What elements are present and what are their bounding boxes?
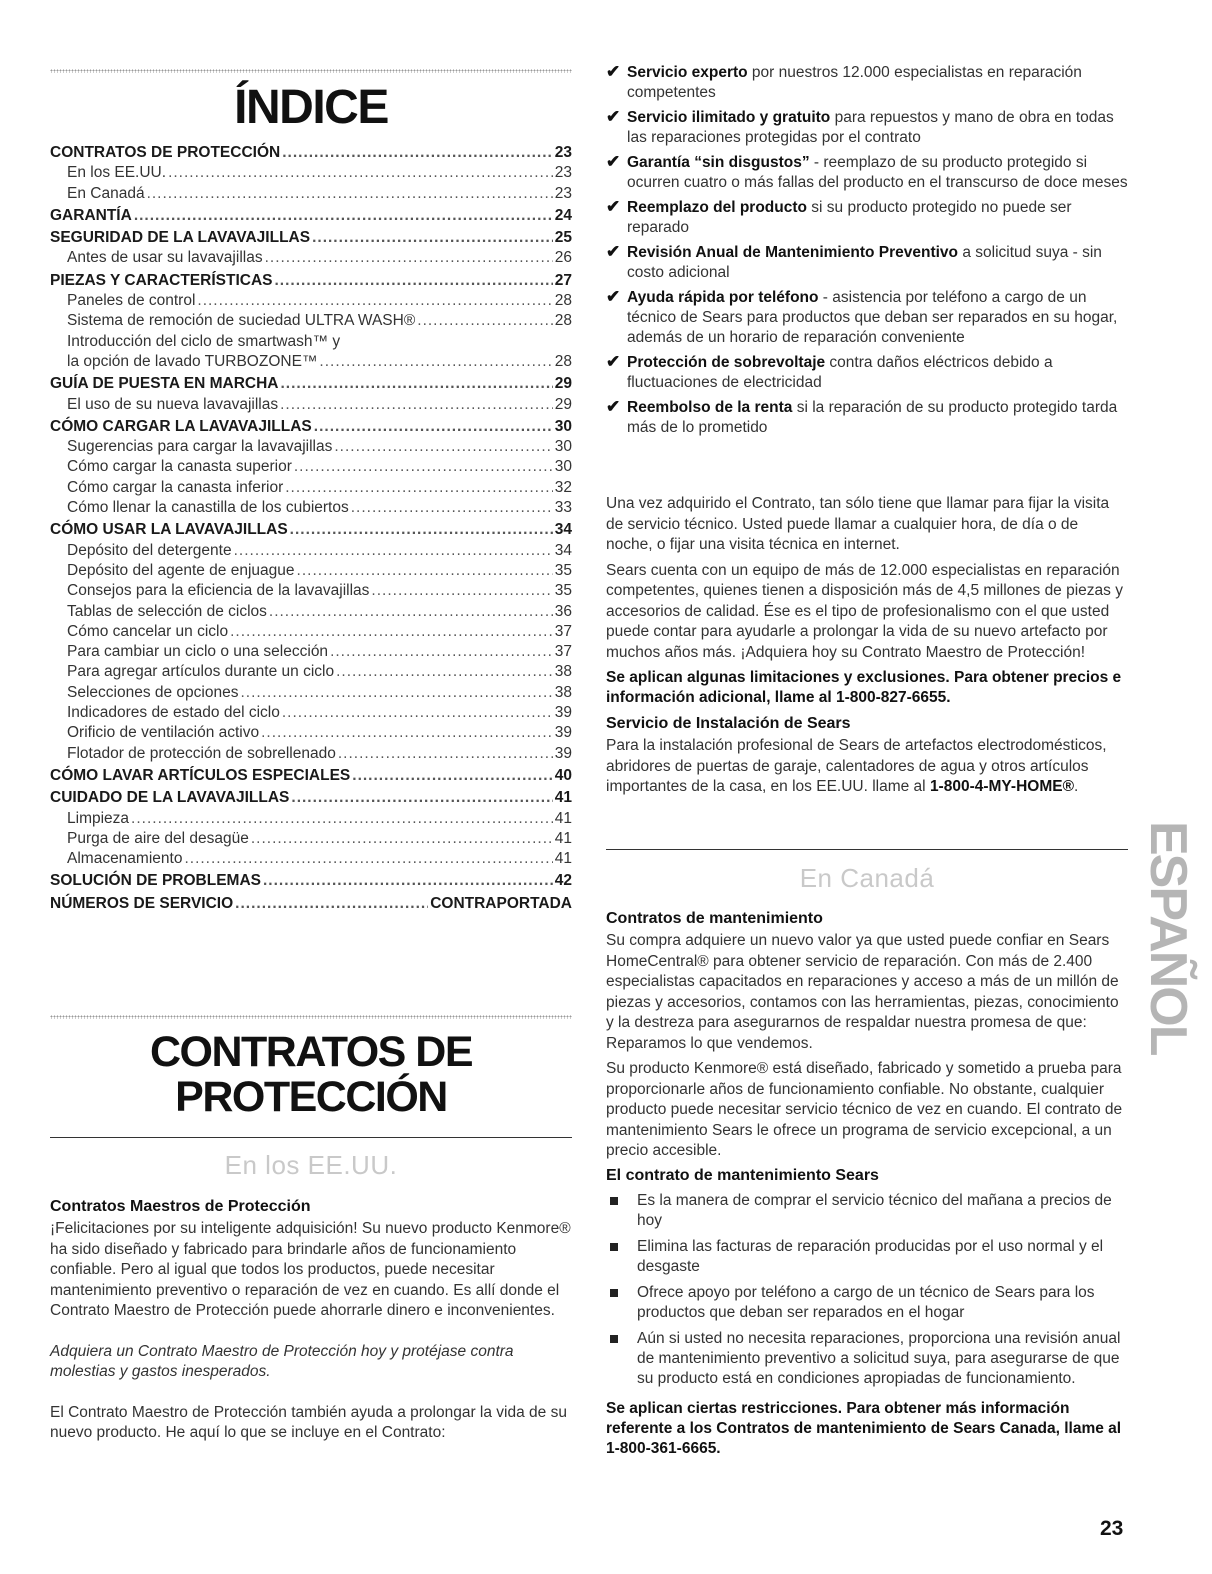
- toc-entry: [50, 164, 572, 184]
- toc-entry-label: En Canadá: [67, 184, 145, 202]
- toc-leader-dots: [269, 603, 553, 621]
- benefit-text: por nuestros 12.000 especialistas en reparación competentes: [627, 64, 1082, 101]
- toc-entry-page: 39: [554, 724, 572, 742]
- contracts-title: [50, 1030, 572, 1120]
- toc-leader-dots: [235, 895, 428, 913]
- toc-leader-dots: [338, 745, 553, 763]
- checkmark-icon: ✔: [606, 197, 621, 216]
- contract-bullet: [606, 1191, 1128, 1231]
- toc-leader-dots: [147, 185, 553, 203]
- toc-entry-label: Cómo cargar la canasta superior: [67, 458, 292, 476]
- toc-entry-label: Para cambiar un ciclo o una selección: [67, 643, 329, 661]
- sears-contract-bullets: [606, 1191, 1128, 1389]
- toc-leader-dots: [291, 789, 552, 807]
- toc-entry-page: 36: [554, 602, 572, 620]
- contract-bullet-text: Ofrece apoyo por teléfono a cargo de un técnico de Sears para los productos que deban ser reparados en el hogar: [637, 1283, 1095, 1321]
- toc-entry-label: Indicadores de estado del ciclo: [67, 704, 280, 722]
- toc-entry: [50, 684, 572, 704]
- toc-entry: [50, 499, 572, 519]
- toc-entry-label: Introducción del ciclo de smartwash™ y: [67, 332, 341, 350]
- benefit-item: [606, 288, 1128, 348]
- toc-leader-dots: [371, 582, 552, 600]
- benefits-list: [606, 63, 1128, 443]
- toc-entry: [50, 724, 572, 744]
- contract-bullet: [606, 1283, 1128, 1323]
- toc-entry-page: 41: [554, 789, 572, 807]
- toc-leader-dots: [131, 810, 553, 828]
- toc-entry: [50, 272, 572, 292]
- toc-entry-page: 30: [554, 458, 572, 476]
- checkmark-icon: ✔: [606, 242, 621, 261]
- section-rule: [50, 1137, 572, 1138]
- toc-entry-page: 35: [554, 582, 572, 600]
- toc-entry-label: Cómo llenar la canastilla de los cubiertos: [67, 499, 349, 517]
- contract-bullet: [606, 1237, 1128, 1277]
- us-section-heading: En los EE.UU.: [224, 1150, 398, 1180]
- toc-leader-dots: [351, 499, 553, 517]
- contract-bullet-text: Elimina las facturas de reparación producidas por el uso normal y el desgaste: [637, 1237, 1104, 1275]
- toc-entry: [50, 663, 572, 683]
- toc-entry-page: 40: [554, 766, 572, 784]
- installation-paragraph: [606, 736, 1128, 798]
- toc-entry-page: 30: [554, 438, 572, 456]
- square-bullet-icon: [610, 1243, 618, 1251]
- toc-leader-dots: [168, 164, 553, 182]
- toc-entry-page: 41: [554, 850, 572, 868]
- toc-entry-label: En los EE.UU.: [67, 164, 167, 182]
- contract-bullet: [606, 1329, 1128, 1389]
- toc-leader-dots: [319, 353, 552, 371]
- toc-entry-label: la opción de lavado TURBOZONE™: [67, 352, 318, 370]
- checkmark-icon: ✔: [606, 62, 621, 81]
- toc-entry-page: 25: [554, 229, 572, 247]
- benefit-text: si su producto protegido no puede ser reparado: [627, 199, 1072, 236]
- canada-section-heading: En Canadá: [799, 863, 935, 893]
- toc-entry: [50, 249, 572, 269]
- toc-entry-page: 34: [554, 541, 572, 559]
- toc-entry-label: CONTRATOS DE PROTECCIÓN: [50, 144, 281, 161]
- toc-entry-page: 39: [554, 744, 572, 762]
- toc-entry-page: 38: [554, 663, 572, 681]
- toc-entry-page: 29: [554, 375, 572, 393]
- toc-leader-dots: [312, 229, 553, 247]
- benefit-title: Servicio ilimitado y gratuito: [627, 109, 831, 126]
- toc-entry: [50, 144, 572, 164]
- benefit-text: - asistencia por teléfono a cargo de un técnico de Sears para productos que deban ser reparados en su hogar, además de un horario de reparación conveniente: [627, 289, 1118, 346]
- toc-entry: [50, 830, 572, 850]
- toc-entry-page: 23: [554, 184, 572, 202]
- toc-entry-label: Cómo cargar la canasta inferior: [67, 478, 284, 496]
- dotted-divider: [50, 69, 572, 73]
- toc-leader-dots: [263, 872, 553, 890]
- toc-entry: [50, 479, 572, 499]
- contract-bullet-text: Es la manera de comprar el servicio técnico del mañana a precios de hoy: [637, 1191, 1112, 1229]
- toc-entry-label: Depósito del agente de enjuague: [67, 561, 295, 579]
- page-number: 23: [1100, 1517, 1124, 1540]
- toc-entry: [50, 643, 572, 663]
- toc-entry-label: Limpieza: [67, 809, 130, 827]
- master-contracts-section: [50, 1198, 572, 1444]
- checkmark-icon: ✔: [606, 352, 621, 371]
- toc-entry-page: 37: [554, 643, 572, 661]
- toc-entry-label: Almacenamiento: [67, 850, 183, 868]
- toc-entry: [50, 704, 572, 724]
- toc-entry-label: GUÍA DE PUESTA EN MARCHA: [50, 375, 279, 393]
- toc-entry: [50, 521, 572, 541]
- toc-entry-page: 41: [554, 809, 572, 827]
- toc-leader-dots: [230, 623, 553, 641]
- toc-entry-page: 23: [554, 164, 572, 182]
- checkmark-icon: ✔: [606, 287, 621, 306]
- toc-entry-label: CÓMO LAVAR ARTÍCULOS ESPECIALES: [50, 766, 351, 784]
- dotted-divider: [50, 1015, 572, 1019]
- toc-leader-dots: [334, 438, 552, 456]
- toc-entry-label: Cómo cancelar un ciclo: [67, 622, 229, 640]
- master-contracts-paragraph: ¡Felicitaciones por su inteligente adquisición! Su nuevo producto Kenmore® ha sido diseñado y fabricado para brindarle años de funcionamiento confiable. Pero al igual que todos los productos, puede necesitar mantenimiento preventivo o reparación de vez en cuando. Es allí donde el Contrato Maestro de Protección puede ahorrarle dinero e inconvenientes.: [50, 1220, 571, 1319]
- maintenance-paragraph: Su compra adquiere un nuevo valor ya que usted puede confiar en Sears HomeCentral® para obtener servicio de reparación. Con más de 2.400 especialistas capacitados en reparaciones y acceso a más de un millón de piezas y accesorios, contamos con las herramientas, piezas, conocimiento y la destreza para asegurarnos de respaldar nuestra promesa de que: Reparamos lo que vendemos.: [606, 932, 1119, 1052]
- toc-entry-label: Sugerencias para cargar la lavavajillas: [67, 438, 333, 456]
- toc-entry: [50, 375, 572, 395]
- toc-entry-label: NÚMEROS DE SERVICIO: [50, 894, 234, 912]
- toc-entry: [50, 623, 572, 643]
- benefit-text: contra daños eléctricos debido a fluctuaciones de electricidad: [627, 354, 1053, 391]
- index-title: ÍNDICE: [234, 81, 388, 134]
- toc-entry-label: Selecciones de opciones: [67, 683, 239, 701]
- toc-leader-dots: [134, 207, 553, 225]
- installation-phone: 1-800-4-MY-HOME®: [929, 778, 1075, 795]
- toc-entry-label: Flotador de protección de sobrellenado: [67, 744, 336, 762]
- toc-entry-page: 38: [554, 683, 572, 701]
- checkmark-icon: ✔: [606, 397, 621, 416]
- toc-leader-dots: [251, 830, 553, 848]
- toc-entry: [50, 185, 572, 205]
- sears-contract-heading: El contrato de mantenimiento Sears: [606, 1166, 879, 1184]
- toc-entry-label: Antes de usar su lavavajillas: [67, 249, 263, 267]
- toc-leader-dots: [297, 562, 553, 580]
- square-bullet-icon: [610, 1335, 618, 1343]
- contracts-title-line1: CONTRATOS DE: [149, 1028, 473, 1076]
- toc-leader-dots: [261, 724, 553, 742]
- toc-leader-dots: [234, 542, 553, 560]
- benefit-item: [606, 398, 1128, 438]
- toc-entry-page: 33: [554, 499, 572, 517]
- toc-leader-dots: [197, 292, 552, 310]
- toc-entry: [50, 895, 572, 915]
- toc-entry-label: Paneles de control: [67, 292, 196, 310]
- toc-leader-dots: [352, 767, 552, 785]
- toc-entry: [50, 562, 572, 582]
- benefit-item: [606, 63, 1128, 103]
- toc-entry-label: Para agregar artículos durante un ciclo: [67, 663, 335, 681]
- toc-entry-page: 39: [554, 704, 572, 722]
- toc-entry: [50, 207, 572, 227]
- toc-entry: [50, 229, 572, 249]
- canada-section: [606, 910, 1128, 1459]
- benefit-item: [606, 243, 1128, 283]
- section-rule: [606, 849, 1128, 850]
- toc-entry: [50, 745, 572, 765]
- benefit-title: Servicio experto: [627, 64, 748, 81]
- benefit-text: para repuestos y mano de obra en todas las reparaciones protegidas por el contrato: [627, 109, 1114, 146]
- toc-leader-dots: [417, 312, 552, 330]
- toc-entry: [50, 850, 572, 870]
- benefit-title: Garantía “sin disgustos”: [627, 154, 810, 171]
- toc-entry-page: 28: [554, 312, 572, 330]
- toc-entry-page: 41: [554, 829, 572, 847]
- toc-leader-dots: [275, 272, 553, 290]
- toc-entry-label: Consejos para la eficiencia de la lavavajillas: [67, 582, 370, 600]
- toc-entry: [50, 789, 572, 809]
- limitations-notice: Se aplican algunas limitaciones y exclusiones. Para obtener precios e información adicional, llame al 1-800-827-6655.: [606, 669, 1122, 706]
- toc-entry: [50, 810, 572, 830]
- toc-leader-dots: [280, 396, 553, 414]
- toc-entry-label: PIEZAS Y CARACTERÍSTICAS: [50, 271, 273, 289]
- installation-text: Para la instalación profesional de Sears de artefactos electrodomésticos, abridores de puertas de garaje, calentadores de agua y otros artículos importantes de la casa, en los EE.UU. llame al: [606, 737, 1107, 795]
- toc-entry: [50, 582, 572, 602]
- benefit-title: Reembolso de la renta: [627, 399, 793, 416]
- service-info: [606, 494, 1128, 798]
- toc-entry: [50, 603, 572, 623]
- toc-entry-label: SOLUCIÓN DE PROBLEMAS: [50, 872, 261, 890]
- toc-entry-label: SEGURIDAD DE LA LAVAVAJILLAS: [50, 229, 311, 247]
- toc-entry: [50, 396, 572, 416]
- square-bullet-icon: [610, 1197, 618, 1205]
- toc-entry: [50, 353, 572, 373]
- toc-leader-dots: [290, 521, 553, 539]
- toc-entry-label: CUIDADO DE LA LAVAVAJILLAS: [50, 789, 290, 807]
- maintenance-heading: Contratos de mantenimiento: [606, 910, 823, 927]
- table-of-contents: [50, 142, 572, 915]
- toc-leader-dots: [285, 479, 553, 497]
- toc-entry-label: GARANTÍA: [50, 206, 132, 224]
- toc-entry-label: CÓMO CARGAR LA LAVAVAJILLAS: [50, 417, 312, 435]
- master-contracts-heading: Contratos Maestros de Protección: [50, 1198, 311, 1215]
- toc-leader-dots: [282, 704, 553, 722]
- toc-leader-dots: [294, 458, 553, 476]
- toc-leader-dots: [282, 144, 553, 162]
- contract-call-paragraph: Una vez adquirido el Contrato, tan sólo tiene que llamar para fijar la visita de servicio técnico. Usted puede llamar a cualquier hora, de día o de noche, o fijar una visita técnica en internet.: [606, 495, 1110, 553]
- toc-entry-page: 23: [554, 144, 572, 161]
- toc-entry-page: 24: [554, 206, 572, 224]
- toc-entry-page: 34: [554, 521, 572, 539]
- toc-entry-page: 27: [554, 271, 572, 289]
- toc-entry-page: CONTRAPORTADA: [430, 894, 572, 912]
- benefit-text: a solicitud suya - sin costo adicional: [627, 244, 1102, 281]
- toc-entry: [50, 458, 572, 478]
- toc-leader-dots: [240, 684, 552, 702]
- toc-entry: [50, 767, 572, 787]
- toc-leader-dots: [184, 850, 552, 868]
- kenmore-paragraph: Su producto Kenmore® está diseñado, fabricado y sometido a prueba para proporcionarle años de funcionamiento confiable. No obstante, cualquier producto puede necesitar servicio técnico de vez en cuando. El contrato de mantenimiento Sears le ofrece un programa de servicio excepcional, a un precio accesible.: [606, 1060, 1123, 1159]
- benefit-item: [606, 198, 1128, 238]
- toc-entry-page: 28: [554, 352, 572, 370]
- master-contracts-paragraph-2: El Contrato Maestro de Protección también ayuda a prolongar la vida de su nuevo producto. He aquí lo que se incluye en el Contrato:: [50, 1403, 567, 1441]
- toc-entry: [50, 542, 572, 562]
- benefit-title: Ayuda rápida por teléfono: [627, 289, 819, 306]
- toc-leader-dots: [265, 249, 553, 267]
- sears-team-paragraph: Sears cuenta con un equipo de más de 12.000 especialistas en reparación competentes, quienes tienen a disposición más de 4,5 millones de piezas y accesorios de calidad. Ése es el tipo de profesionalismo con el que usted puede contar para ayudarle a prolongar la vida de su nuevo artefacto por muchos años más. ¡Adquiera hoy su Contrato Maestro de Protección!: [606, 561, 1123, 661]
- installation-heading: Servicio de Instalación de Sears: [606, 715, 851, 732]
- benefit-text: - reemplazo de su producto protegido si ocurren cuatro o más fallas del producto en el transcurso de doce meses: [627, 154, 1128, 191]
- toc-entry-label: Tablas de selección de ciclos: [67, 602, 267, 620]
- toc-entry-page: 35: [554, 561, 572, 579]
- toc-entry-page: 30: [554, 417, 572, 435]
- toc-entry: [50, 312, 572, 332]
- toc-entry-page: 26: [554, 249, 572, 267]
- benefit-item: [606, 353, 1128, 393]
- benefit-text: si la reparación de su producto protegido tarda más de lo prometido: [627, 399, 1118, 436]
- language-side-tab: ESPAÑOL: [1139, 820, 1197, 1055]
- toc-entry-page: 28: [554, 292, 572, 310]
- toc-entry-page: 29: [554, 395, 572, 413]
- toc-entry: [50, 292, 572, 312]
- contracts-title-line2: PROTECCIÓN: [175, 1073, 447, 1121]
- toc-entry-label: Depósito del detergente: [67, 541, 232, 559]
- toc-leader-dots: [314, 418, 553, 436]
- checkmark-icon: ✔: [606, 152, 621, 171]
- benefit-title: Reemplazo del producto: [627, 199, 807, 216]
- contract-bullet-text: Aún si usted no necesita reparaciones, proporciona una revisión anual de mantenimiento preventivo a solicitud suya, para asegurarse de que su producto está en condiciones apropiadas de funcionamiento.: [637, 1329, 1121, 1387]
- toc-entry: [50, 333, 572, 353]
- toc-leader-dots: [281, 375, 553, 393]
- toc-leader-dots: [336, 663, 553, 681]
- checkmark-icon: ✔: [606, 107, 621, 126]
- benefit-item: [606, 108, 1128, 148]
- toc-entry-page: 37: [554, 622, 572, 640]
- installation-end: .: [1074, 778, 1079, 795]
- toc-entry-page: 42: [554, 872, 572, 890]
- toc-entry-label: Sistema de remoción de suciedad ULTRA WASH®: [67, 312, 416, 330]
- toc-entry-label: Orificio de ventilación activo: [67, 724, 260, 742]
- toc-entry: [50, 872, 572, 892]
- restrictions-notice: Se aplican ciertas restricciones. Para obtener más información referente a los Contratos de mantenimiento de Sears Canada, llame al 1-800-361-6665.: [606, 1399, 1122, 1457]
- toc-leader-dots: [330, 643, 553, 661]
- benefit-item: [606, 153, 1128, 193]
- toc-entry: [50, 438, 572, 458]
- toc-entry-page: 32: [554, 478, 572, 496]
- master-contracts-italic: Adquiera un Contrato Maestro de Protección hoy y protéjase contra molestias y gastos inesperados.: [50, 1342, 514, 1380]
- toc-entry-label: El uso de su nueva lavavajillas: [67, 395, 279, 413]
- toc-entry: [50, 418, 572, 438]
- square-bullet-icon: [610, 1289, 618, 1297]
- benefit-title: Protección de sobrevoltaje: [627, 354, 826, 371]
- toc-entry-label: CÓMO USAR LA LAVAVAJILLAS: [50, 521, 288, 539]
- toc-entry-label: Purga de aire del desagüe: [67, 829, 249, 847]
- benefit-title: Revisión Anual de Mantenimiento Preventivo: [627, 244, 959, 261]
